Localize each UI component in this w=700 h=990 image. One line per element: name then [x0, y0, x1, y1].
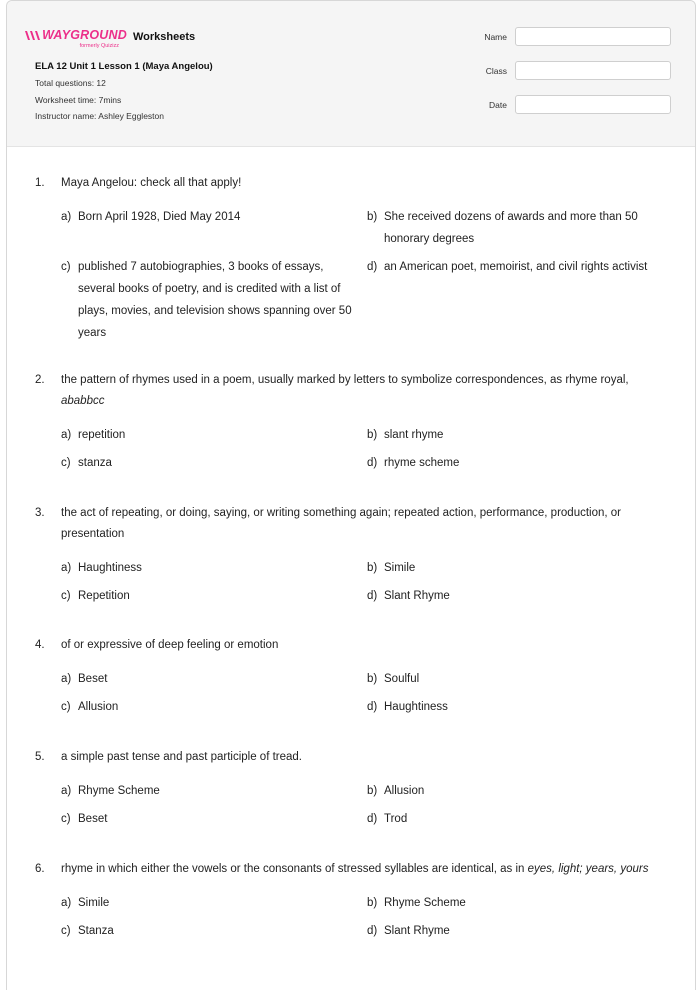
option-letter: b) [367, 673, 378, 685]
class-row [484, 61, 671, 80]
option-a [61, 668, 346, 690]
option-b [367, 206, 663, 250]
option-letter: a) [61, 897, 72, 909]
option-letter: d) [367, 457, 378, 469]
option-text: Rhyme Scheme [78, 785, 160, 797]
option-d [367, 585, 663, 607]
brand [35, 29, 195, 49]
option-letter: b) [367, 429, 378, 441]
question-number: 1. [35, 177, 45, 189]
name-field[interactable] [515, 27, 671, 46]
option-a [61, 206, 346, 228]
question-1 [35, 173, 665, 339]
option-d [367, 920, 663, 942]
option-c [61, 585, 346, 607]
option-letter: d) [367, 925, 378, 937]
option-b [367, 557, 663, 579]
option-d [367, 452, 663, 474]
logo-text: WAYGROUND [42, 28, 127, 42]
option-text: Slant Rhyme [384, 925, 450, 937]
option-text: published 7 autobiographies, 3 books of essays, several books of poetry, and is credited with a list of plays, movies, and television shows spanning over 50 years [78, 261, 352, 339]
logo-mark-icon [24, 30, 40, 41]
option-c [61, 256, 353, 344]
option-a [61, 424, 346, 446]
option-d [367, 256, 665, 278]
option-text: Allusion [78, 701, 119, 713]
option-letter: a) [61, 562, 72, 574]
option-text: Repetition [78, 590, 130, 602]
option-a [61, 892, 346, 914]
option-letter: b) [367, 562, 378, 574]
instructor-name: Instructor name: Ashley Eggleston [35, 111, 164, 121]
option-letter: c) [61, 701, 71, 713]
option-text: Haughtiness [78, 562, 142, 574]
option-letter: d) [367, 813, 378, 825]
option-letter: b) [367, 211, 378, 223]
question-stem: the pattern of rhymes used in a poem, usually marked by letters to symbolize correspondences, as rhyme royal, [61, 374, 629, 386]
question-number: 6. [35, 863, 45, 875]
option-text: Trod [384, 813, 408, 825]
option-text: rhyme scheme [384, 457, 460, 469]
option-c [61, 696, 346, 718]
option-b [367, 892, 663, 914]
option-text: repetition [78, 429, 126, 441]
name-row [484, 27, 671, 46]
option-b [367, 668, 663, 690]
option-letter: c) [61, 590, 71, 602]
option-letter: d) [367, 590, 378, 602]
option-d [367, 696, 663, 718]
class-field[interactable] [515, 61, 671, 80]
date-field[interactable] [515, 95, 671, 114]
option-a [61, 780, 346, 802]
option-text: Simile [78, 897, 110, 909]
question-number: 3. [35, 507, 45, 519]
option-letter: c) [61, 813, 71, 825]
worksheet-header [7, 1, 695, 147]
worksheet-time: Worksheet time: 7mins [35, 94, 122, 105]
option-text: Soulful [384, 673, 420, 685]
brand-title: Worksheets [133, 31, 196, 43]
option-text: slant rhyme [384, 429, 444, 441]
option-text: stanza [78, 457, 112, 469]
option-letter: d) [367, 261, 378, 273]
question-5 [35, 747, 665, 825]
option-text: Beset [78, 813, 108, 825]
option-text: Slant Rhyme [384, 590, 450, 602]
option-c [61, 452, 346, 474]
option-letter: c) [61, 457, 71, 469]
option-letter: c) [61, 261, 71, 273]
total-questions: Total questions: 12 [35, 78, 106, 88]
question-number: 5. [35, 751, 45, 763]
option-letter: b) [367, 897, 378, 909]
option-letter: a) [61, 429, 72, 441]
option-letter: a) [61, 211, 72, 223]
question-stem: a simple past tense and past participle of tread. [61, 751, 303, 763]
question-stem: the act of repeating, or doing, saying, or writing something again; repeated action, performance, production, or presentation [61, 507, 621, 540]
option-c [61, 808, 346, 830]
date-label: Date [489, 99, 507, 110]
student-fields [484, 27, 671, 129]
option-letter: c) [61, 925, 71, 937]
question-3 [35, 503, 665, 602]
option-text: Stanza [78, 925, 114, 937]
question-stem-example: ababbcc [61, 395, 105, 407]
option-letter: d) [367, 701, 378, 713]
question-stem: Maya Angelou: check all that apply! [61, 177, 242, 189]
option-text: Beset [78, 673, 108, 685]
wayground-logo [35, 29, 127, 49]
option-letter: a) [61, 785, 72, 797]
question-stem-example: eyes, light; years, yours [527, 863, 649, 875]
option-text: Simile [384, 562, 416, 574]
option-letter: a) [61, 673, 72, 685]
question-6 [35, 859, 665, 937]
name-label: Name [484, 31, 507, 42]
option-b [367, 424, 663, 446]
option-letter: b) [367, 785, 378, 797]
question-4 [35, 635, 665, 713]
worksheet-page [6, 0, 696, 990]
question-number: 2. [35, 374, 45, 386]
question-2 [35, 370, 665, 469]
question-stem: of or expressive of deep feeling or emotion [61, 639, 279, 651]
option-d [367, 808, 663, 830]
question-number: 4. [35, 639, 45, 651]
option-b [367, 780, 663, 802]
option-text: She received dozens of awards and more than 50 honorary degrees [384, 211, 638, 245]
date-row [484, 95, 671, 114]
option-text: an American poet, memoirist, and civil rights activist [384, 261, 648, 273]
logo-subtext: formerly Quizizz [79, 43, 119, 49]
worksheet-title: ELA 12 Unit 1 Lesson 1 (Maya Angelou) [35, 61, 213, 72]
option-text: Rhyme Scheme [384, 897, 466, 909]
question-stem: rhyme in which either the vowels or the consonants of stressed syllables are identical, as in [61, 863, 525, 875]
option-text: Born April 1928, Died May 2014 [78, 211, 241, 223]
option-text: Allusion [384, 785, 425, 797]
class-label: Class [485, 65, 507, 76]
option-text: Haughtiness [384, 701, 448, 713]
option-a [61, 557, 346, 579]
option-c [61, 920, 346, 942]
worksheet-meta [35, 61, 213, 128]
